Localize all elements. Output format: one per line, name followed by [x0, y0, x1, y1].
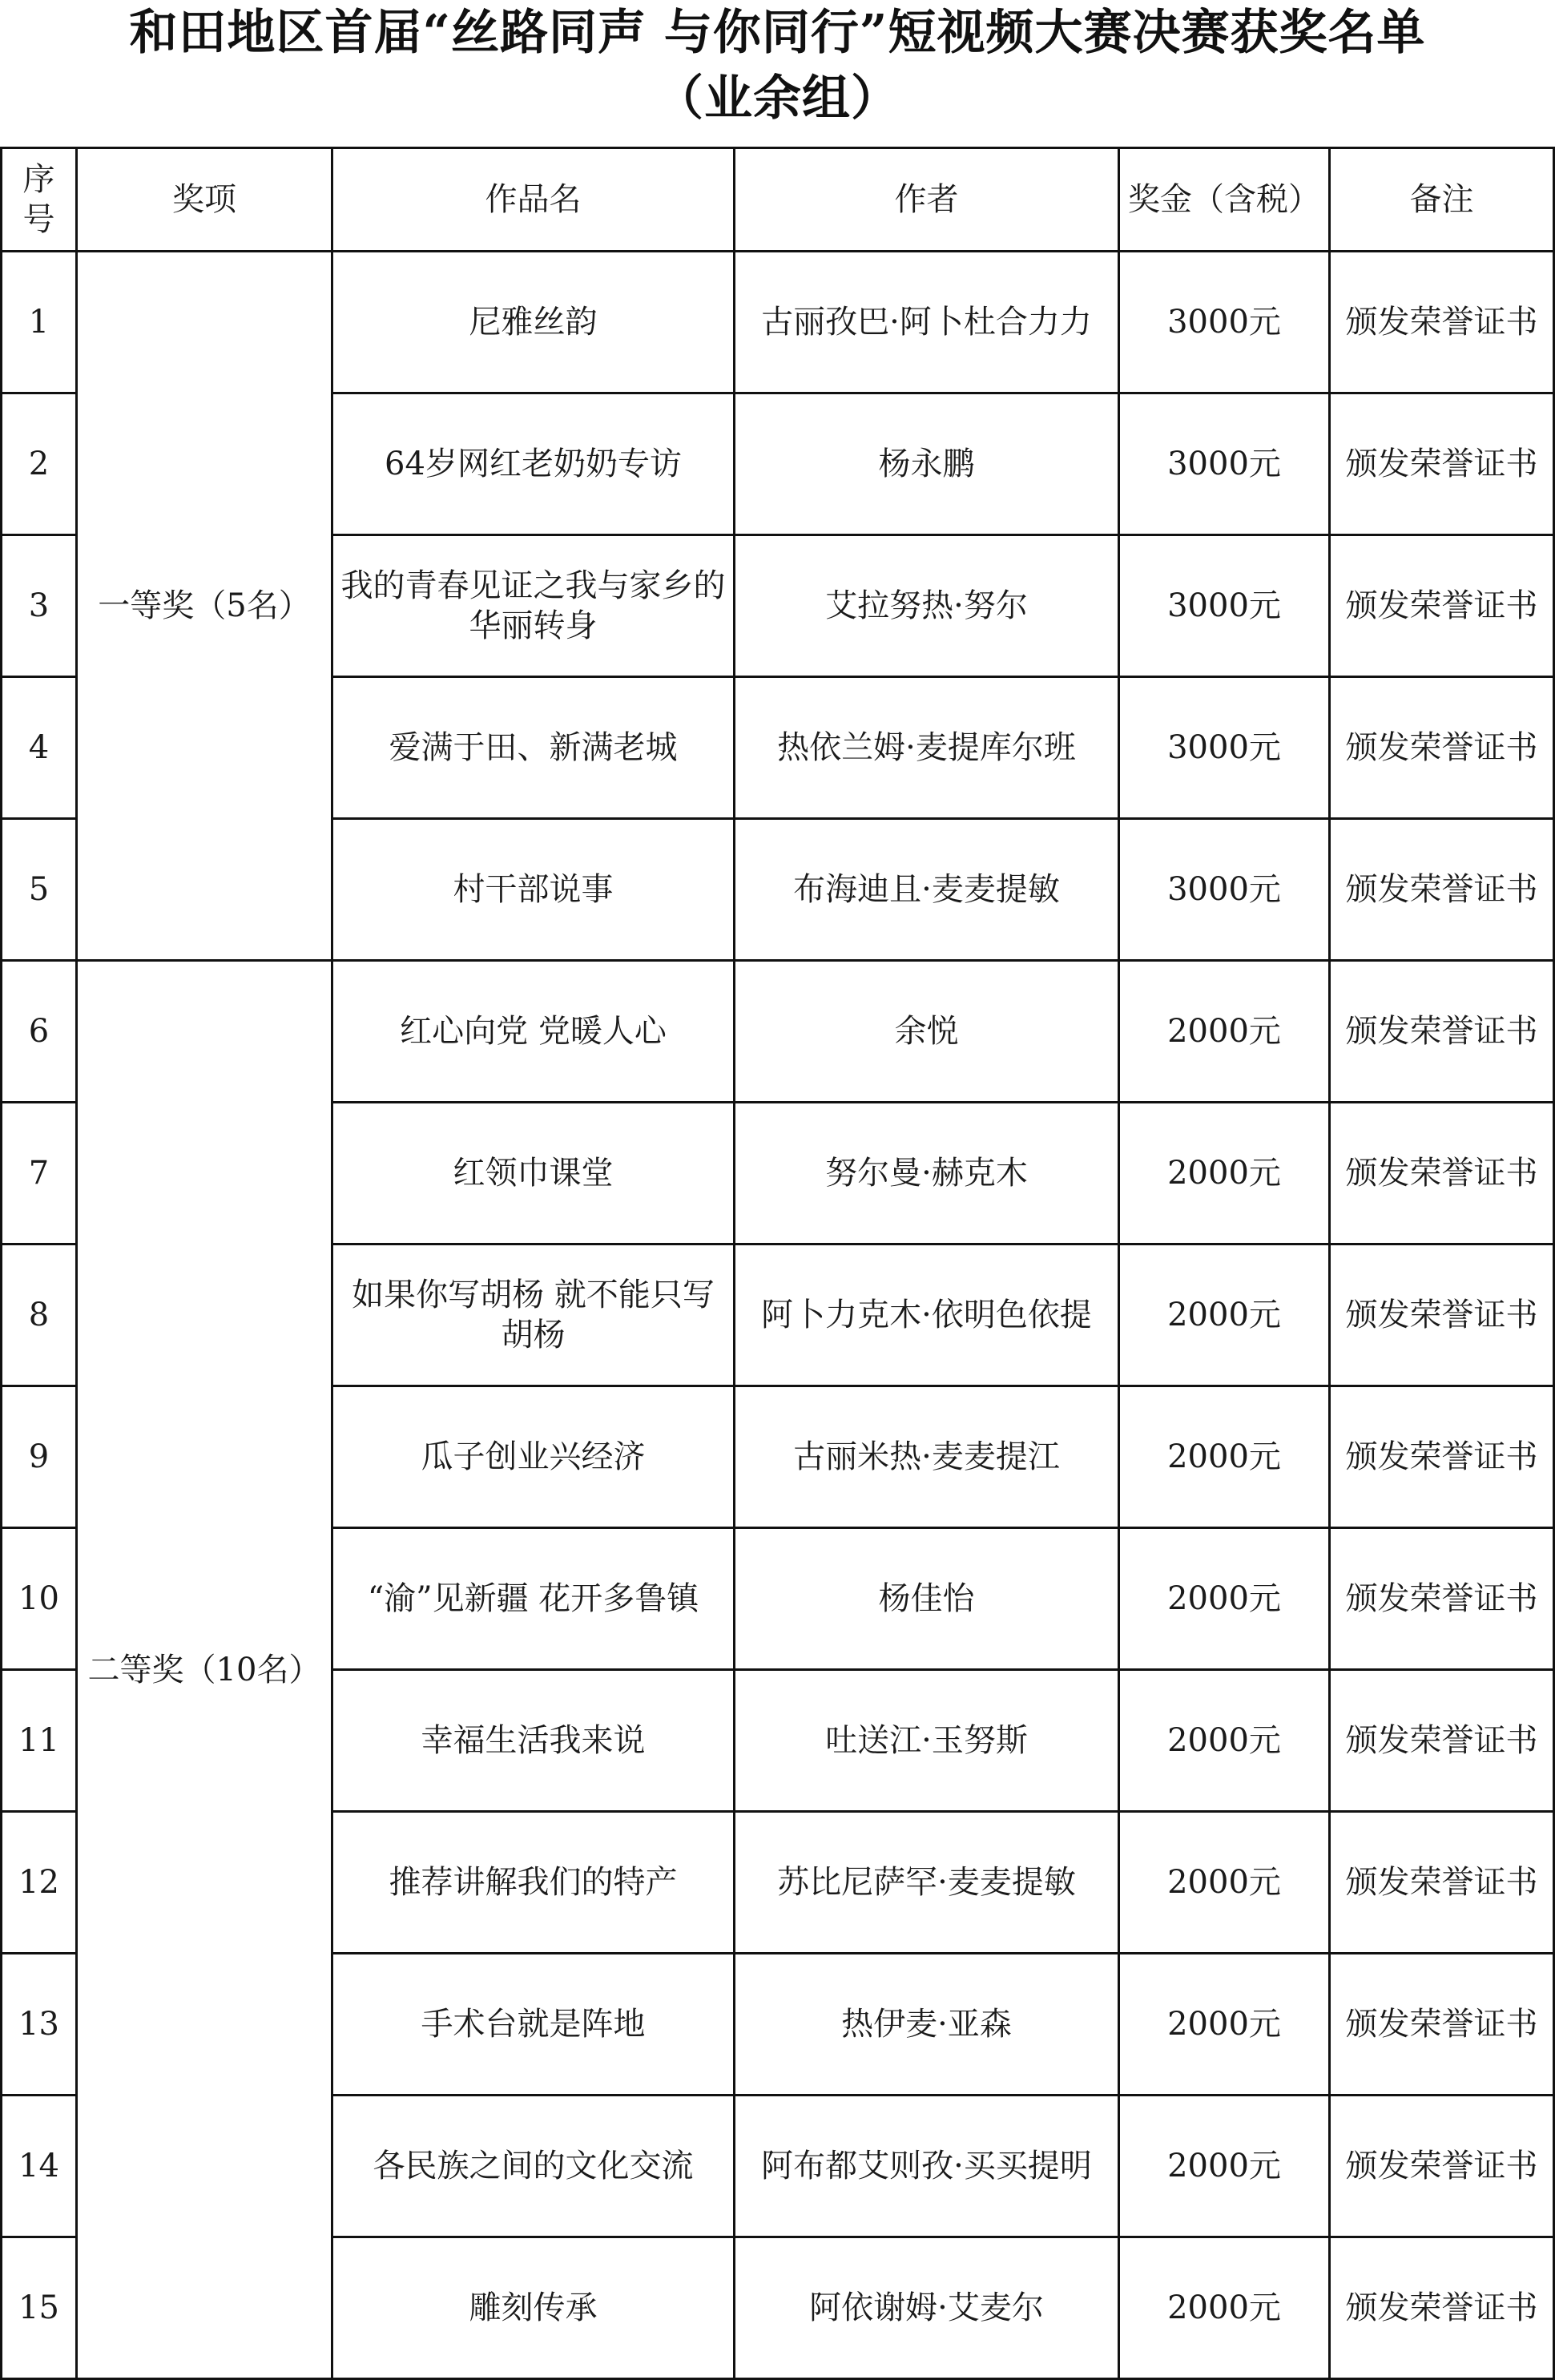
- bonus-amount: 2000元: [1119, 2237, 1330, 2379]
- author-name: 古丽孜巴·阿卜杜合力力: [735, 252, 1119, 393]
- note: 颁发荣誉证书: [1330, 1103, 1554, 1244]
- row-number: 6: [2, 961, 77, 1103]
- note: 颁发荣誉证书: [1330, 677, 1554, 819]
- row-number: 15: [2, 2237, 77, 2379]
- bonus-amount: 2000元: [1119, 1386, 1330, 1528]
- row-number: 4: [2, 677, 77, 819]
- work-title: 64岁网红老奶奶专访: [332, 393, 735, 535]
- note: 颁发荣誉证书: [1330, 1812, 1554, 1954]
- note: 颁发荣誉证书: [1330, 393, 1554, 535]
- author-name: 布海迪且·麦麦提敏: [735, 819, 1119, 961]
- note: 颁发荣誉证书: [1330, 252, 1554, 393]
- bonus-amount: 2000元: [1119, 961, 1330, 1103]
- author-name: 艾拉努热·努尔: [735, 535, 1119, 677]
- author-name: 杨永鹏: [735, 393, 1119, 535]
- note: 颁发荣誉证书: [1330, 2096, 1554, 2237]
- author-name: 古丽米热·麦麦提江: [735, 1386, 1119, 1528]
- note: 颁发荣誉证书: [1330, 961, 1554, 1103]
- work-title: 红心向党 党暖人心: [332, 961, 735, 1103]
- author-name: 苏比尼萨罕·麦麦提敏: [735, 1812, 1119, 1954]
- bonus-amount: 2000元: [1119, 1812, 1330, 1954]
- table-row: [2, 252, 1554, 393]
- row-number: 10: [2, 1528, 77, 1670]
- work-title: 瓜子创业兴经济: [332, 1386, 735, 1528]
- row-number: 14: [2, 2096, 77, 2237]
- row-number: 3: [2, 535, 77, 677]
- bonus-amount: 3000元: [1119, 252, 1330, 393]
- work-title: 如果你写胡杨 就不能只写胡杨: [332, 1244, 735, 1386]
- author-name: 阿布都艾则孜·买买提明: [735, 2096, 1119, 2237]
- bonus-amount: 2000元: [1119, 1244, 1330, 1386]
- work-title: 红领巾课堂: [332, 1103, 735, 1244]
- header-no: 序号: [2, 148, 77, 252]
- row-number: 11: [2, 1670, 77, 1812]
- author-name: 阿卜力克木·依明色依提: [735, 1244, 1119, 1386]
- row-number: 9: [2, 1386, 77, 1528]
- work-title: 各民族之间的文化交流: [332, 2096, 735, 2237]
- row-number: 8: [2, 1244, 77, 1386]
- bonus-amount: 2000元: [1119, 1103, 1330, 1244]
- row-number: 2: [2, 393, 77, 535]
- work-title: 爱满于田、新满老城: [332, 677, 735, 819]
- table-row: [2, 961, 1554, 1103]
- header-note: 备注: [1330, 148, 1554, 252]
- note: 颁发荣誉证书: [1330, 819, 1554, 961]
- header-prize: 奖项: [77, 148, 332, 252]
- work-title: 雕刻传承: [332, 2237, 735, 2379]
- author-name: 热伊麦·亚森: [735, 1954, 1119, 2096]
- prize-group-first: 一等奖（5名）: [77, 252, 332, 961]
- prize-group-second: 二等奖（10名）: [77, 961, 332, 2379]
- header-bonus: 奖金（含税）: [1119, 148, 1330, 252]
- bonus-amount: 3000元: [1119, 393, 1330, 535]
- note: 颁发荣誉证书: [1330, 1670, 1554, 1812]
- header-author: 作者: [735, 148, 1119, 252]
- author-name: 阿依谢姆·艾麦尔: [735, 2237, 1119, 2379]
- work-title: 我的青春见证之我与家乡的华丽转身: [332, 535, 735, 677]
- work-title: 尼雅丝韵: [332, 252, 735, 393]
- note: 颁发荣誉证书: [1330, 1528, 1554, 1670]
- author-name: 吐送江·玉努斯: [735, 1670, 1119, 1812]
- bonus-amount: 2000元: [1119, 1954, 1330, 2096]
- work-title: 推荐讲解我们的特产: [332, 1812, 735, 1954]
- author-name: 努尔曼·赫克木: [735, 1103, 1119, 1244]
- author-name: 热依兰姆·麦提库尔班: [735, 677, 1119, 819]
- row-number: 12: [2, 1812, 77, 1954]
- title-line-1: 和田地区首届“丝路同声 与你同行”短视频大赛决赛获奖名单: [129, 5, 1426, 61]
- work-title: 幸福生活我来说: [332, 1670, 735, 1812]
- author-name: 杨佳怡: [735, 1528, 1119, 1670]
- row-number: 7: [2, 1103, 77, 1244]
- title-line-2: （业余组）: [655, 71, 900, 127]
- award-winners-table: [0, 147, 1555, 2380]
- work-title: 村干部说事: [332, 819, 735, 961]
- document-title: [0, 0, 1555, 131]
- note: 颁发荣誉证书: [1330, 1954, 1554, 2096]
- bonus-amount: 3000元: [1119, 819, 1330, 961]
- bonus-amount: 2000元: [1119, 1528, 1330, 1670]
- note: 颁发荣誉证书: [1330, 535, 1554, 677]
- bonus-amount: 3000元: [1119, 535, 1330, 677]
- row-number: 13: [2, 1954, 77, 2096]
- bonus-amount: 3000元: [1119, 677, 1330, 819]
- note: 颁发荣誉证书: [1330, 1244, 1554, 1386]
- header-work: 作品名: [332, 148, 735, 252]
- note: 颁发荣誉证书: [1330, 1386, 1554, 1528]
- row-number: 1: [2, 252, 77, 393]
- bonus-amount: 2000元: [1119, 1670, 1330, 1812]
- work-title: “渝”见新疆 花开多鲁镇: [332, 1528, 735, 1670]
- work-title: 手术台就是阵地: [332, 1954, 735, 2096]
- note: 颁发荣誉证书: [1330, 2237, 1554, 2379]
- row-number: 5: [2, 819, 77, 961]
- bonus-amount: 2000元: [1119, 2096, 1330, 2237]
- author-name: 余悦: [735, 961, 1119, 1103]
- table-header-row: [2, 148, 1554, 252]
